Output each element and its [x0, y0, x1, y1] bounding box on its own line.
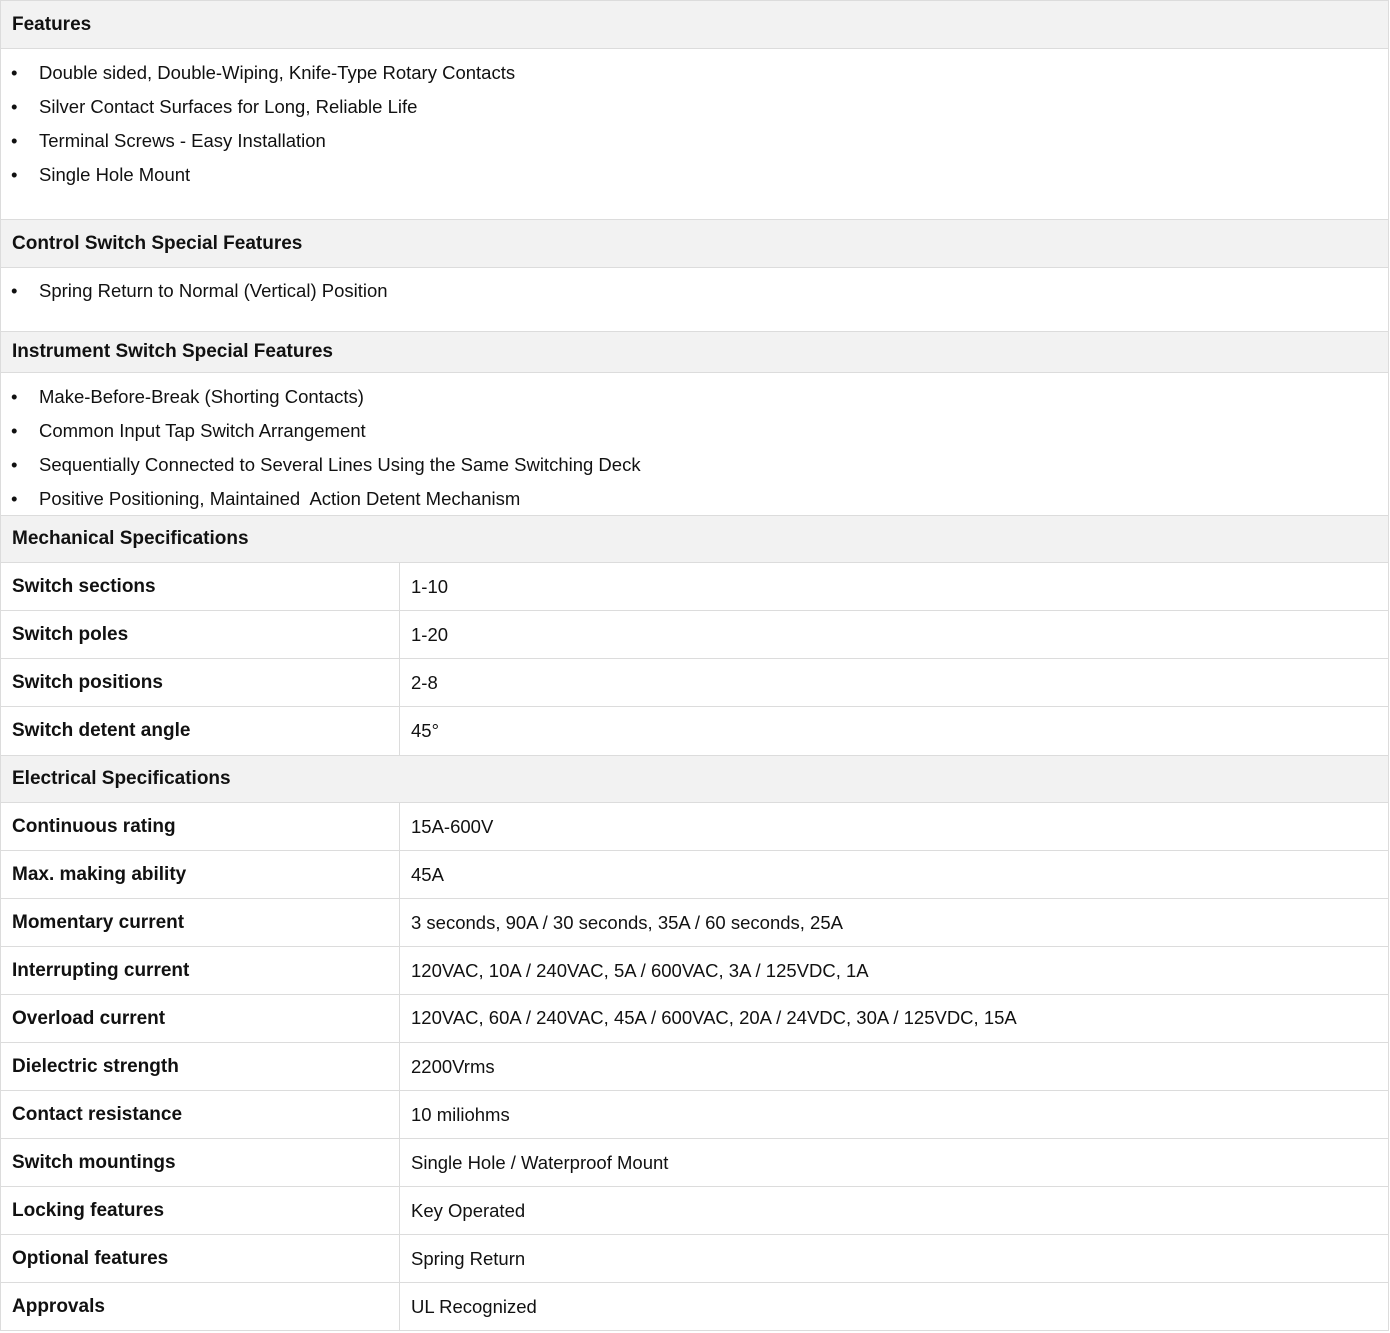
- table-row: [1, 803, 1388, 851]
- spec-value: 45°: [411, 720, 439, 741]
- instrument-title: Instrument Switch Special Features: [12, 341, 333, 362]
- bullet-icon: •: [11, 454, 18, 475]
- spec-label: Interrupting current: [1, 947, 400, 994]
- list-item-text: Double sided, Double-Wiping, Knife-Type Rotary Contacts: [39, 62, 516, 83]
- spec-label: Overload current: [1, 995, 400, 1042]
- spec-label: Optional features: [1, 1235, 400, 1282]
- spec-label: Contact resistance: [1, 1091, 400, 1138]
- table-row: [1, 899, 1388, 947]
- spec-value: Single Hole / Waterproof Mount: [411, 1152, 669, 1173]
- list-item-text: Common Input Tap Switch Arrangement: [39, 420, 366, 441]
- spec-value: UL Recognized: [411, 1295, 537, 1317]
- spec-label: Switch mountings: [1, 1139, 400, 1186]
- bullet-icon: •: [11, 386, 18, 407]
- spec-label: Switch sections: [1, 563, 400, 610]
- electrical-table: [1, 803, 1388, 1331]
- table-row: [1, 659, 1388, 707]
- control-header: [1, 219, 1388, 268]
- list-item-text: Terminal Screws - Easy Installation: [39, 130, 326, 151]
- bullet-icon: •: [11, 62, 18, 83]
- electrical-title: Electrical Specifications: [12, 768, 231, 789]
- table-row: [1, 1187, 1388, 1235]
- control-title: Control Switch Special Features: [12, 232, 303, 254]
- spec-value: 15A-600V: [411, 815, 494, 837]
- spec-value: 2-8: [411, 671, 438, 693]
- spec-label: Max. making ability: [1, 851, 400, 898]
- table-row: [1, 1139, 1388, 1187]
- list-item: [1, 448, 1388, 482]
- table-row: [1, 1091, 1388, 1139]
- list-item: [1, 380, 1388, 414]
- list-item-text: Single Hole Mount: [39, 164, 191, 185]
- mechanical-title: Mechanical Specifications: [12, 528, 249, 549]
- spec-value: 2200Vrms: [411, 1055, 495, 1077]
- spec-value: Key Operated: [411, 1199, 526, 1221]
- features-list: [1, 49, 1388, 219]
- spec-label: Switch poles: [1, 611, 400, 658]
- list-item: [1, 158, 1388, 192]
- list-item: [1, 414, 1388, 448]
- list-item: [1, 482, 1388, 516]
- features-title: Features: [12, 13, 92, 35]
- table-row: [1, 1283, 1388, 1331]
- spec-value: Spring Return: [411, 1247, 526, 1269]
- table-row: [1, 995, 1388, 1043]
- list-item-text: Make-Before-Break (Shorting Contacts): [39, 386, 364, 407]
- bullet-icon: •: [11, 96, 18, 117]
- spec-label: Locking features: [1, 1187, 400, 1234]
- instrument-header: [1, 331, 1388, 373]
- bullet-icon: •: [11, 420, 18, 441]
- list-item-text: Silver Contact Surfaces for Long, Reliable Life: [39, 96, 418, 117]
- features-header: [1, 0, 1388, 49]
- table-row: [1, 1235, 1388, 1283]
- table-row: [1, 947, 1388, 995]
- bullet-icon: •: [11, 130, 18, 151]
- spec-value: 45A: [411, 863, 444, 885]
- table-row: [1, 851, 1388, 899]
- bullet-icon: •: [11, 280, 18, 301]
- control-list: [1, 268, 1388, 331]
- electrical-header: [1, 755, 1388, 803]
- spec-label: Switch positions: [1, 659, 400, 706]
- spec-value: 120VAC, 60A / 240VAC, 45A / 600VAC, 20A / 24VDC, 30A / 125VDC, 15A: [411, 1007, 1017, 1028]
- instrument-list: [1, 373, 1388, 515]
- table-row: [1, 611, 1388, 659]
- spec-value: 10 miliohms: [411, 1103, 510, 1125]
- table-row: [1, 563, 1388, 611]
- list-item: [1, 56, 1388, 90]
- spec-label: Dielectric strength: [1, 1043, 400, 1090]
- mechanical-header: [1, 515, 1388, 563]
- table-row: [1, 1043, 1388, 1091]
- list-item-text: Sequentially Connected to Several Lines Using the Same Switching Deck: [39, 454, 641, 475]
- spec-value: 120VAC, 10A / 240VAC, 5A / 600VAC, 3A / 125VDC, 1A: [411, 959, 869, 981]
- bullet-icon: •: [11, 488, 18, 509]
- mechanical-table: [1, 563, 1388, 755]
- spec-value: 1-10: [411, 575, 449, 597]
- bullet-icon: •: [11, 164, 18, 185]
- spec-value: 1-20: [411, 623, 449, 645]
- list-item: [1, 274, 1388, 308]
- list-item-text: Spring Return to Normal (Vertical) Position: [39, 280, 388, 301]
- table-row: [1, 707, 1388, 755]
- spec-label: Continuous rating: [1, 803, 400, 850]
- list-item: [1, 90, 1388, 124]
- spec-label: Approvals: [1, 1283, 400, 1330]
- spec-label: Switch detent angle: [1, 707, 400, 755]
- list-item: [1, 124, 1388, 158]
- list-item-text: Positive Positioning, Maintained Action Detent Mechanism: [39, 488, 521, 509]
- spec-value: 3 seconds, 90A / 30 seconds, 35A / 60 seconds, 25A: [411, 911, 843, 933]
- spec-label: Momentary current: [1, 899, 400, 946]
